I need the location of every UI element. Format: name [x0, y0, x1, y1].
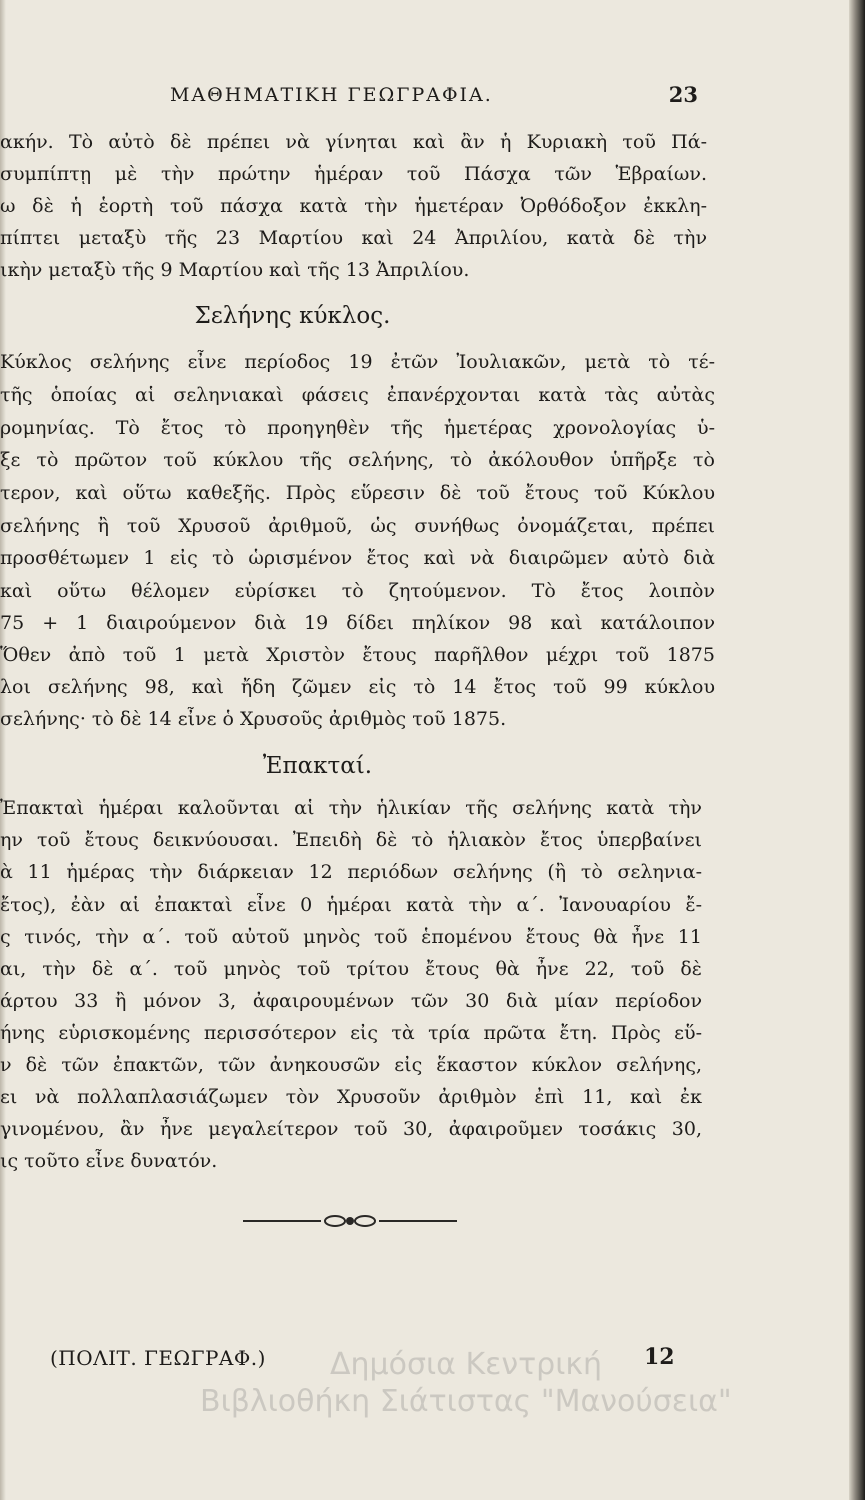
text-line: ήνης εὑρισκομένης περισσότερον εἰς τὰ τρία πρῶτα ἔτη. Πρὸς εὕ-	[0, 1022, 702, 1044]
text-line: ὰ 11 ἡμέρας τὴν διάρκειαν 12 περιόδων σελήνης (ἢ τὸ σεληνια-	[0, 861, 702, 883]
text-line: σελήνης· τὸ δὲ 14 εἶνε ὁ Χρυσοῦς ἀριθμὸς τοῦ 1875.	[0, 708, 507, 730]
text-line: σελήνης ἢ τοῦ Χρυσοῦ ἀριθμοῦ, ὡς συνήθως ὀνομάζεται, πρέπει	[0, 515, 715, 537]
text-line: ακήν. Τὸ αὐτὸ δὲ πρέπει νὰ γίνηται καὶ ἂν ἡ Κυριακὴ τοῦ Πά-	[0, 131, 707, 153]
text-line: προσθέτωμεν 1 εἰς τὸ ὡρισμένον ἔτος καὶ νὰ διαιρῶμεν αὐτὸ διὰ	[0, 547, 715, 569]
text-line: Ὅθεν ἀπὸ τοῦ 1 μετὰ Χριστὸν ἔτους παρῆλθον μέχρι τοῦ 1875	[0, 644, 715, 666]
section-heading-epacts: Ἐπακταί.	[262, 753, 373, 779]
text-line: ις τοῦτο εἶνε δυνατόν.	[0, 1150, 218, 1172]
section-end-ornament	[243, 1213, 457, 1229]
text-line: ς τινός, τὴν α΄. τοῦ αὐτοῦ μηνὸς τοῦ ἑπομένου ἔτους θὰ ἦνε 11	[0, 926, 702, 948]
text-line: αι, τὴν δὲ α΄. τοῦ μηνὸς τοῦ τρίτου ἔτους θὰ ἦνε 22, τοῦ δὲ	[0, 958, 702, 980]
printer-signature-mark: (ΠΟΛΙΤ. ΓΕΩΓΡΑΦ.)	[50, 1346, 266, 1370]
text-line: ξε τὸ πρῶτον τοῦ κύκλου τῆς σελήνης, τὸ ἀκόλουθον ὑπῆρξε τὸ	[0, 449, 715, 471]
text-line: τερον, καὶ οὕτω καθεξῆς. Πρὸς εὕρεσιν δὲ τοῦ ἔτους τοῦ Κύκλου	[0, 482, 715, 504]
sheet-number: 12	[644, 1344, 675, 1370]
text-line: ω δὲ ἡ ἑορτὴ τοῦ πάσχα κατὰ τὴν ἡμετέραν Ὀρθόδοξον ἐκκλη-	[0, 195, 707, 217]
library-watermark-line1: Δημόσια Κεντρική	[330, 1347, 603, 1382]
text-line: ἔτος), ἐὰν αἱ ἐπακταὶ εἶνε 0 ἡμέραι κατὰ τὴν α΄. Ἰανουαρίου ἔ-	[0, 894, 702, 916]
text-line: λοι σελήνης 98, καὶ ἤδη ζῶμεν εἰς τὸ 14 ἔτος τοῦ 99 κύκλου	[0, 676, 715, 698]
text-line: ει νὰ πολλαπλασιάζωμεν τὸν Χρυσοῦν ἀριθμὸν ἐπὶ 11, καὶ ἐκ	[0, 1086, 702, 1108]
running-title: ΜΑΘΗΜΑΤΙΚΗ ΓΕΩΓΡΑΦΙΑ.	[170, 84, 493, 106]
page-edge-shadow	[849, 0, 865, 1500]
text-line: 75 + 1 διαιρούμενον διὰ 19 δίδει πηλίκον 98 καὶ κατάλοιπον	[0, 612, 715, 634]
text-line: πίπτει μεταξὺ τῆς 23 Μαρτίου καὶ 24 Ἀπριλίου, κατὰ δὲ τὴν	[0, 227, 707, 249]
running-header	[150, 82, 698, 112]
text-line: άρτου 33 ἢ μόνον 3, ἀφαιρουμένων τῶν 30 διὰ μίαν περίοδον	[0, 990, 702, 1012]
text-line: ην τοῦ ἔτους δεικνύουσαι. Ἐπειδὴ δὲ τὸ ἡλιακὸν ἔτος ὑπερβαίνει	[0, 829, 702, 851]
text-line: ν δὲ τῶν ἐπακτῶν, τῶν ἀνηκουσῶν εἰς ἕκαστον κύκλον σελήνης,	[0, 1054, 702, 1076]
text-line: τῆς ὁποίας αἱ σεληνιακαὶ φάσεις ἐπανέρχονται κατὰ τὰς αὐτὰς	[0, 384, 715, 406]
text-line: γινομένου, ἂν ἦνε μεγαλείτερον τοῦ 30, ἀφαιροῦμεν τοσάκις 30,	[0, 1118, 702, 1140]
book-spine-shadow	[0, 0, 6, 1500]
section-heading-moon-cycle: Σελήνης κύκλος.	[194, 303, 391, 329]
text-line: ρομηνίας. Τὸ ἔτος τὸ προηγηθὲν τῆς ἡμετέρας χρονολογίας ὑ-	[0, 417, 715, 439]
text-line: ικὴν μεταξὺ τῆς 9 Μαρτίου καὶ τῆς 13 Ἀπριλίου.	[0, 259, 470, 281]
text-line: καὶ οὕτω θέλομεν εὑρίσκει τὸ ζητούμενον. Τὸ ἔτος λοιπὸν	[0, 580, 715, 602]
text-line: συμπίπτῃ μὲ τὴν πρώτην ἡμέραν τοῦ Πάσχα τῶν Ἑβραίων.	[0, 163, 707, 185]
library-watermark-line2: Βιβλιοθήκη Σιάτιστας "Μανούσεια"	[200, 1384, 732, 1419]
text-line: Κύκλος σελήνης εἶνε περίοδος 19 ἐτῶν Ἰουλιακῶν, μετὰ τὸ τέ-	[0, 351, 715, 373]
text-line: Ἐπακταὶ ἡμέραι καλοῦνται αἱ τὴν ἡλικίαν τῆς σελήνης κατὰ τὴν	[0, 797, 702, 819]
page-number: 23	[668, 82, 698, 107]
